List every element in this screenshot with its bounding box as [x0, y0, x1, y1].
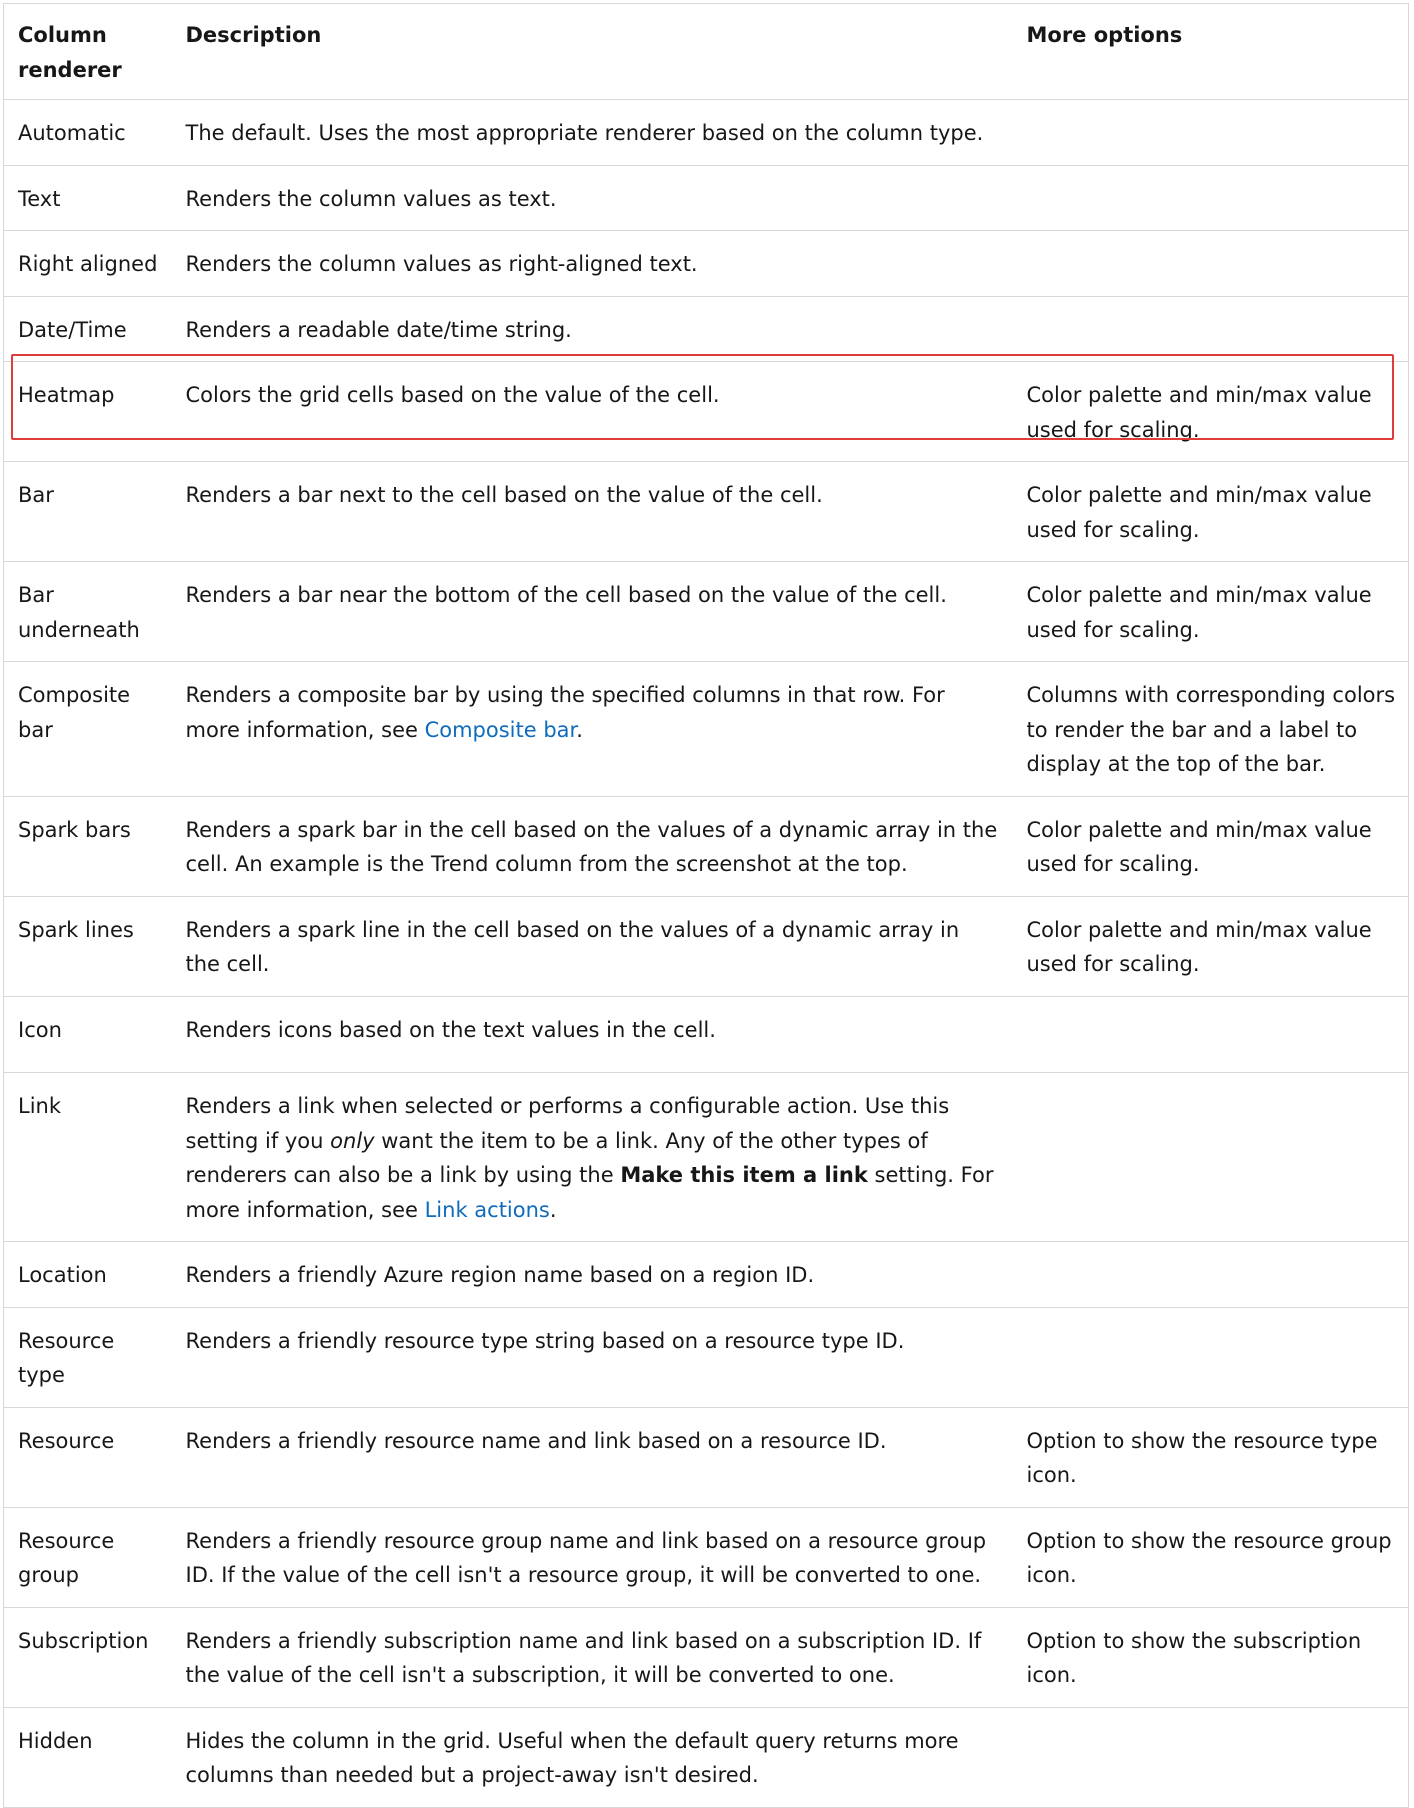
table-row-composite-bar — [4, 662, 1409, 797]
table-row-spark-bars — [4, 796, 1409, 896]
link-actions-link[interactable]: Link actions — [424, 1197, 550, 1222]
description-cell: Renders the column values as right-aligned text. — [172, 231, 1013, 297]
description-cell — [172, 662, 1013, 797]
description-text: Renders a composite bar by using the specified columns in that row. For more information, see — [185, 683, 945, 742]
more-options-cell: Color palette and min/max value used for scaling. — [1013, 562, 1409, 662]
renderer-cell: Resource type — [4, 1307, 172, 1407]
description-cell — [172, 1073, 1013, 1242]
more-options-cell — [1013, 231, 1409, 297]
table-row-bar — [4, 462, 1409, 562]
description-cell: Renders a friendly resource type string based on a resource type ID. — [172, 1307, 1013, 1407]
table-row-hidden — [4, 1707, 1409, 1807]
more-options-cell: Color palette and min/max value used for scaling. — [1013, 462, 1409, 562]
more-options-cell: Columns with corresponding colors to render the bar and a label to display at the top of the bar. — [1013, 662, 1409, 797]
description-cell: Renders a spark bar in the cell based on the values of a dynamic array in the cell. An example is the Trend column from the screenshot at the top. — [172, 796, 1013, 896]
renderer-cell: Heatmap — [4, 362, 172, 462]
more-options-cell: Option to show the subscription icon. — [1013, 1607, 1409, 1707]
renderer-cell: Spark bars — [4, 796, 172, 896]
more-options-cell: Option to show the resource group icon. — [1013, 1507, 1409, 1607]
description-emphasis: only — [330, 1128, 375, 1153]
column-renderer-table — [3, 3, 1409, 1808]
table-row-location — [4, 1242, 1409, 1308]
more-options-cell: Color palette and min/max value used for scaling. — [1013, 896, 1409, 996]
description-text-3: setting. For more information, see — [185, 1163, 994, 1222]
description-cell: Renders a readable date/time string. — [172, 296, 1013, 362]
more-options-cell: Option to show the resource type icon. — [1013, 1407, 1409, 1507]
header-more-options: More options — [1013, 4, 1409, 100]
renderer-cell: Date/Time — [4, 296, 172, 362]
more-options-cell — [1013, 996, 1409, 1073]
renderer-cell: Spark lines — [4, 896, 172, 996]
table-row-resource — [4, 1407, 1409, 1507]
renderer-cell: Subscription — [4, 1607, 172, 1707]
description-text-end: . — [549, 1197, 557, 1222]
description-cell: Renders a friendly subscription name and link based on a subscription ID. If the value of the cell isn't a subscription, it will be converted to one. — [172, 1607, 1013, 1707]
header-description: Description — [172, 4, 1013, 100]
renderer-cell: Link — [4, 1073, 172, 1242]
table-row-resource-group — [4, 1507, 1409, 1607]
description-cell: Renders a bar near the bottom of the cell based on the value of the cell. — [172, 562, 1013, 662]
table-row-link — [4, 1073, 1409, 1242]
renderer-cell: Resource group — [4, 1507, 172, 1607]
description-text-end: . — [576, 717, 583, 742]
header-column-renderer: Column renderer — [4, 4, 172, 100]
table-row-spark-lines — [4, 896, 1409, 996]
description-cell: Hides the column in the grid. Useful when the default query returns more columns than needed but a project-away isn't desired. — [172, 1707, 1013, 1807]
table-row-heatmap — [4, 362, 1409, 462]
renderer-cell: Location — [4, 1242, 172, 1308]
table-row-subscription — [4, 1607, 1409, 1707]
description-text: Renders a link when selected or performs a configurable action. Use this setting if you — [185, 1094, 950, 1153]
more-options-cell — [1013, 296, 1409, 362]
more-options-cell — [1013, 1073, 1409, 1242]
more-options-cell — [1013, 100, 1409, 166]
table-row-date-time — [4, 296, 1409, 362]
table-row-right-aligned — [4, 231, 1409, 297]
description-cell: Renders a spark line in the cell based on the values of a dynamic array in the cell. — [172, 896, 1013, 996]
renderer-cell: Right aligned — [4, 231, 172, 297]
description-cell: Renders a friendly Azure region name based on a region ID. — [172, 1242, 1013, 1308]
renderer-cell: Resource — [4, 1407, 172, 1507]
description-text-2: want the item to be a link. Any of the other types of renderers can also be a link by using the — [185, 1128, 928, 1187]
composite-bar-link[interactable]: Composite bar — [424, 717, 577, 742]
description-cell: Renders a bar next to the cell based on the value of the cell. — [172, 462, 1013, 562]
description-cell: Renders icons based on the text values in the cell. — [172, 996, 1013, 1073]
description-strong: Make this item a link — [620, 1163, 868, 1187]
table-row-automatic — [4, 100, 1409, 166]
description-cell: Renders the column values as text. — [172, 165, 1013, 231]
more-options-cell — [1013, 165, 1409, 231]
table-header-row — [4, 4, 1409, 100]
renderer-cell: Icon — [4, 996, 172, 1073]
table-row-resource-type — [4, 1307, 1409, 1407]
table-row-bar-underneath — [4, 562, 1409, 662]
renderer-cell: Automatic — [4, 100, 172, 166]
renderer-cell: Composite bar — [4, 662, 172, 797]
more-options-cell: Color palette and min/max value used for scaling. — [1013, 796, 1409, 896]
more-options-cell — [1013, 1707, 1409, 1807]
description-cell: The default. Uses the most appropriate renderer based on the column type. — [172, 100, 1013, 166]
renderer-cell: Bar — [4, 462, 172, 562]
renderer-cell: Text — [4, 165, 172, 231]
more-options-cell: Color palette and min/max value used for scaling. — [1013, 362, 1409, 462]
table-row-text — [4, 165, 1409, 231]
renderer-cell: Bar underneath — [4, 562, 172, 662]
description-cell: Colors the grid cells based on the value of the cell. — [172, 362, 1013, 462]
renderer-cell: Hidden — [4, 1707, 172, 1807]
description-cell: Renders a friendly resource group name and link based on a resource group ID. If the value of the cell isn't a resource group, it will be converted to one. — [172, 1507, 1013, 1607]
description-cell: Renders a friendly resource name and link based on a resource ID. — [172, 1407, 1013, 1507]
more-options-cell — [1013, 1242, 1409, 1308]
table-row-icon — [4, 996, 1409, 1073]
more-options-cell — [1013, 1307, 1409, 1407]
